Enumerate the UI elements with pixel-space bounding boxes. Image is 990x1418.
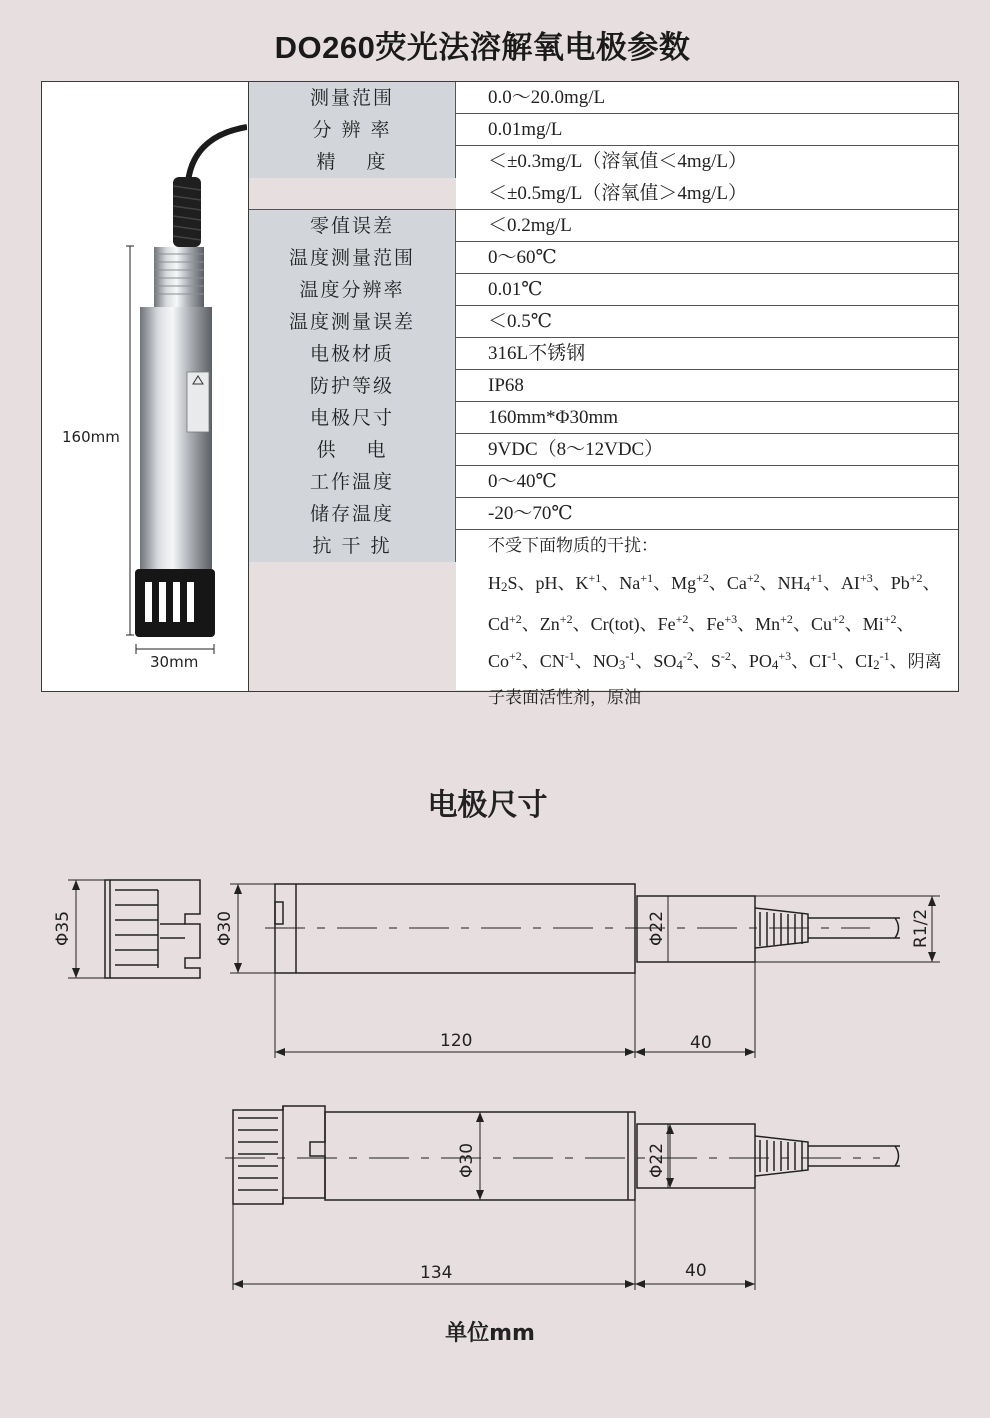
spec-row — [249, 402, 958, 434]
spec-value: ＜±0.3mg/L（溶氧值＜4mg/L） — [488, 151, 748, 172]
interference-item: $CN^{-1}$ — [539, 649, 575, 671]
spec-row — [249, 274, 958, 306]
interference-item: $Co^{+2}$ — [488, 649, 522, 671]
interference-item: Cr(tot) — [590, 614, 640, 634]
length-40-label-2: 40 — [685, 1261, 707, 1281]
interference-item: $Mi^{+2}$ — [862, 612, 897, 634]
spec-param: 分 辨 率 — [249, 114, 456, 146]
thread-label: R1/2 — [911, 908, 931, 948]
spec-param: 储存温度 — [249, 498, 456, 530]
spec-row — [249, 530, 958, 708]
spec-value: 0～40℃ — [488, 471, 557, 492]
interference-item: $PO_4^{+3}$ — [748, 649, 792, 672]
cap-side-view — [105, 880, 200, 978]
spec-param: 抗 干 扰 — [249, 530, 456, 562]
spec-param: 温度测量范围 — [249, 242, 456, 274]
spec-row — [249, 498, 958, 530]
photo-height-label: 160mm — [62, 428, 120, 446]
spec-value: ＜0.2mg/L — [488, 215, 572, 236]
interference-intro: 不受下面物质的干扰： — [488, 536, 658, 556]
spec-value: 0.01℃ — [488, 279, 543, 300]
interference-item: $Cd^{+2}$ — [488, 612, 522, 634]
spec-row — [249, 466, 958, 498]
spec-param: 零值误差 — [249, 210, 456, 242]
spec-value: ＜0.5℃ — [488, 311, 553, 332]
electrode-body — [140, 307, 212, 569]
interference-item: $S^{-2}$ — [710, 649, 731, 671]
spec-row — [249, 338, 958, 370]
electrode-photo — [42, 82, 249, 691]
spec-value: ＜±0.5mg/L（溶氧值＞4mg/L） — [488, 183, 748, 204]
phi22-label: Φ22 — [647, 910, 667, 946]
warning-label — [187, 372, 209, 432]
spec-row — [249, 370, 958, 402]
interference-item: $Zn^{+2}$ — [539, 612, 573, 634]
interference-item: $Cu^{+2}$ — [810, 612, 845, 634]
phi30-label: Φ30 — [215, 910, 235, 946]
spec-param: 电极尺寸 — [249, 402, 456, 434]
photo-width-label: 30mm — [150, 653, 199, 671]
interference-item: $NH_4^{+1}$ — [777, 571, 823, 594]
unit-label: 单位mm — [445, 1321, 535, 1346]
spec-row — [249, 434, 958, 466]
phi30-label-2: Φ30 — [457, 1142, 477, 1178]
page-title: DO260荧光法溶解氧电极参数 — [274, 30, 691, 65]
dimensions-title: 电极尺寸 — [427, 788, 548, 823]
thread-section — [154, 247, 204, 307]
interference-item: $Fe^{+2}$ — [657, 612, 689, 634]
spec-param: 温度分辨率 — [249, 274, 456, 306]
spec-param: 温度测量误差 — [249, 306, 456, 338]
interference-item: $K^{+1}$ — [575, 571, 602, 593]
interference-item: $CI_2^{-1}$ — [855, 649, 890, 672]
spec-value: 0.01mg/L — [488, 119, 563, 140]
spec-param: 精 度 — [249, 146, 456, 178]
interference-item: $CI^{-1}$ — [809, 649, 838, 671]
spec-param: 工作温度 — [249, 466, 456, 498]
spec-param: 测量范围 — [249, 82, 456, 114]
spec-value: 9VDC（8～12VDC） — [488, 439, 664, 460]
spec-table — [41, 81, 959, 708]
interference-item: $Pb^{+2}$ — [890, 571, 923, 593]
spec-row — [249, 306, 958, 338]
spec-row — [249, 242, 958, 274]
spec-value: 316L不锈钢 — [488, 343, 586, 364]
interference-final: 阴离子表面活性剂，原油 — [488, 652, 942, 708]
spec-value: 0.0～20.0mg/L — [488, 87, 606, 108]
spec-row — [249, 146, 958, 210]
spec-value: 160mm*Φ30mm — [488, 407, 619, 428]
interference-list: $H_2S$、pH、$K^{+1}$、$Na^{+1}$、$Mg^{+2}$、$Ca^{+2}$、$NH_4^{+1}$、$AI^{+3}$、$Pb^{+2}$、$Cd^{+2}$、$Zn^{+2}$、Cr(tot)、$Fe^{+2}$、$Fe^{+3}$、$Mn^{+2}$、$Cu^{+2}$、$Mi^{+2}$、$Co^{+2}$、$CN^{-1}$、$NO_3^{-1}$、$SO_4^{-2}$、$S^{-2}$、$PO_4^{+3}$、$CI^{-1}$、$CI_2^{-1}$、阴离子表面活性剂，原油 — [488, 571, 942, 708]
spec-row — [249, 210, 958, 242]
interference-item: pH — [535, 573, 558, 593]
spec-value: -20～70℃ — [488, 503, 573, 524]
interference-item: $Mg^{+2}$ — [671, 571, 709, 593]
spec-value: 0～60℃ — [488, 247, 557, 268]
interference-item: $H_2S$ — [488, 573, 518, 594]
length-134-label: 134 — [420, 1263, 453, 1283]
phi35-label: Φ35 — [53, 910, 73, 946]
spec-param: 电极材质 — [249, 338, 456, 370]
spec-param: 防护等级 — [249, 370, 456, 402]
length-40-label: 40 — [690, 1033, 712, 1053]
spec-row — [249, 114, 958, 146]
interference-item: $AI^{+3}$ — [840, 571, 873, 593]
spec-value: IP68 — [488, 375, 524, 396]
phi22-label-2: Φ22 — [647, 1142, 667, 1178]
spec-rows — [249, 82, 958, 708]
interference-item: $SO_4^{-2}$ — [653, 649, 693, 672]
interference-item: $Na^{+1}$ — [619, 571, 654, 593]
interference-item: $Fe^{+3}$ — [706, 612, 738, 634]
dimension-drawing — [0, 860, 990, 1310]
length-120-label: 120 — [440, 1031, 473, 1051]
interference-item: $NO_3^{-1}$ — [592, 649, 636, 672]
interference-item: $Ca^{+2}$ — [726, 571, 760, 593]
spec-row — [249, 82, 958, 114]
spec-param: 供 电 — [249, 434, 456, 466]
interference-item: $Mn^{+2}$ — [755, 612, 793, 634]
